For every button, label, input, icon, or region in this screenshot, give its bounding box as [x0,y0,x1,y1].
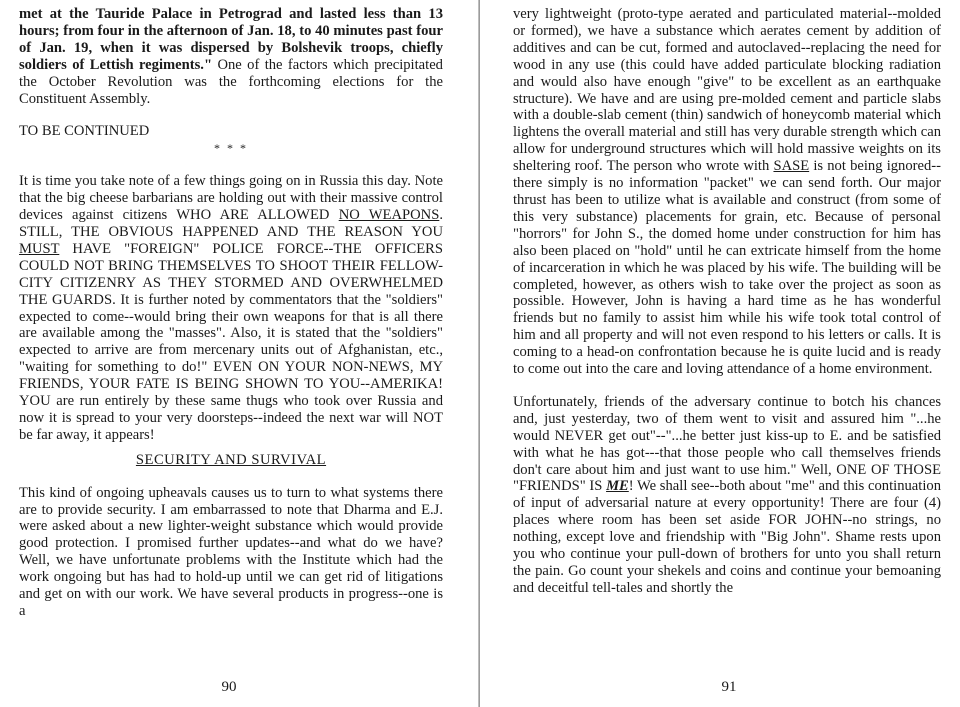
left-bold-quote: met at the Tauride Palace in Petrograd and lasted less than 13 hours; from four in the afternoon of Jan. 18, to 40 minutes past four of Jan. 19, when it was dispersed by Bolshevik troops, chiefly soldiers of Lettish regiments." [19,6,443,73]
section-divider-stars: * * * [214,141,248,156]
must-underlined: MUST [19,240,60,257]
right-p2-text-b: ! We shall see--both about "me" and this continuation of input of adversarial nature at every opportunity! There are four (4) places where room has been set aside FOR JOHN--no strings, no nothing, except love and friendship with "Big John". Shame rests upon you who continue your pull-down of brothers for unto you shall return the pain. Go count your shekels and coins and continue your bemoaning and deceitful tell-tales and shortly the [513,478,941,596]
right-p1-text-a: very lightweight (proto-type aerated and particulated material--molded or formed), we have a substance which aerates cement by addition of additives and can be cut, formed and autoclaved--replacing the need for wood in any use (this could have added particulate blocking radiation and would also have enough "give" to be excellent as an earthquake structure). We have and are using pre-molded cement and particle slabs with a double-slab cement (thin) sandwich of honeycomb material which lightens the overall material and still has very durable strength which can allow for underground structures which will hold massive weights on its sheltering roof. The person who wrote with [513,6,941,175]
left-paragraph-2 [19,173,443,444]
section-heading-security: SECURITY AND SURVIVAL [135,451,327,468]
right-page [513,6,941,597]
page-number-right: 91 [721,679,737,695]
left-paragraph-3: This kind of ongoing upheavals causes us to turn to what systems there are to provide security. I am embarrassed to note that Dharma and E.J. were asked about a new lighter-weight substance which would provide good protection. I promised further updates--and what do we have? Well, we have unfortunate problems with the Institute which had the work ongoing but has had to hold-up until we can get rid of litigations and get on with our work. We have several products in progress--one is a [19,484,443,619]
right-p2-text-a: Unfortunately, friends of the adversary continue to botch his chances and, just yesterday, two of them went to visit and assured him "...he would NEVER get out"--"...he better just kiss-up to E. and be satisfied with what he has got---that those people who call themselves friends don't care about him and just want to use him." Well, ONE OF THOSE "FRIENDS" IS [513,393,941,495]
book-gutter [478,0,480,707]
left-p2-text-a: It is time you take note of a few things going on in Russia this day. Note that the big cheese barbarians are holding out with their massive control devices against citizens WHO ARE ALLOWED [19,173,443,224]
left-paragraph-1 [19,6,443,107]
right-paragraph-2 [513,394,941,597]
me-emphasis: ME [606,478,629,495]
no-weapons-underlined: NO WEAPONS [338,207,440,224]
left-page [19,6,443,620]
right-paragraph-1 [513,6,941,378]
left-p2-text-b: . STILL, THE OBVIOUS HAPPENED AND THE REASON YOU [19,207,443,240]
sase-underlined: SASE [773,158,810,175]
to-be-continued: TO BE CONTINUED [19,123,150,140]
right-p1-text-b: is not being ignored--there simply is no information "packet" we can send forth. Our major thrust has been to utilize what is available and construct (from some of this very substance) placements for grain, etc. Because of personal "horrors" for John S., the domed home under construction for him has also been placed on "hold" until he can extricate himself from the home of incarceration in which he was placed by his wife. The building will be completed, however, as others wish to take over the project as soon as possible. However, John is having a hard time as he has wonderful friends but no family to assist him while his wife took total control of him and all property and will not even respond to his letters or calls. It is coming to a head-on confrontation because he is quite lucid and is ready to come out into the care and loving attendance of a home environment. [513,158,942,378]
page-number-left: 90 [221,679,237,695]
left-p2-text-c: HAVE "FOREIGN" POLICE FORCE--THE OFFICERS COULD NOT BRING THEMSELVES TO SHOOT THEIR FELLOW-CITY CITIZENRY AS THEY STORMED AND OVERWHELMED THE GUARDS. It is further noted by commentators that the "soldiers" expected to come--would bring their own weapons for that is all there are available among the "masses". Also, it is stated that the "soldiers" expected to arrive are from mercenary units out of Afghanistan, etc., "waiting for something to do!" EVEN ON YOUR NON-NEWS, MY FRIENDS, YOUR FATE IS BEING SHOWN TO YOU--AMERIKA! YOU are run entirely by these same thugs who took over Russia and now it is spread to your very doorsteps--indeed the next war will NOT be far away, it appears! [19,240,443,443]
left-paragraph-1-rest: One of the factors which precipitated the October Revolution was the forthcoming elections for the Constituent Assembly. [19,56,443,107]
